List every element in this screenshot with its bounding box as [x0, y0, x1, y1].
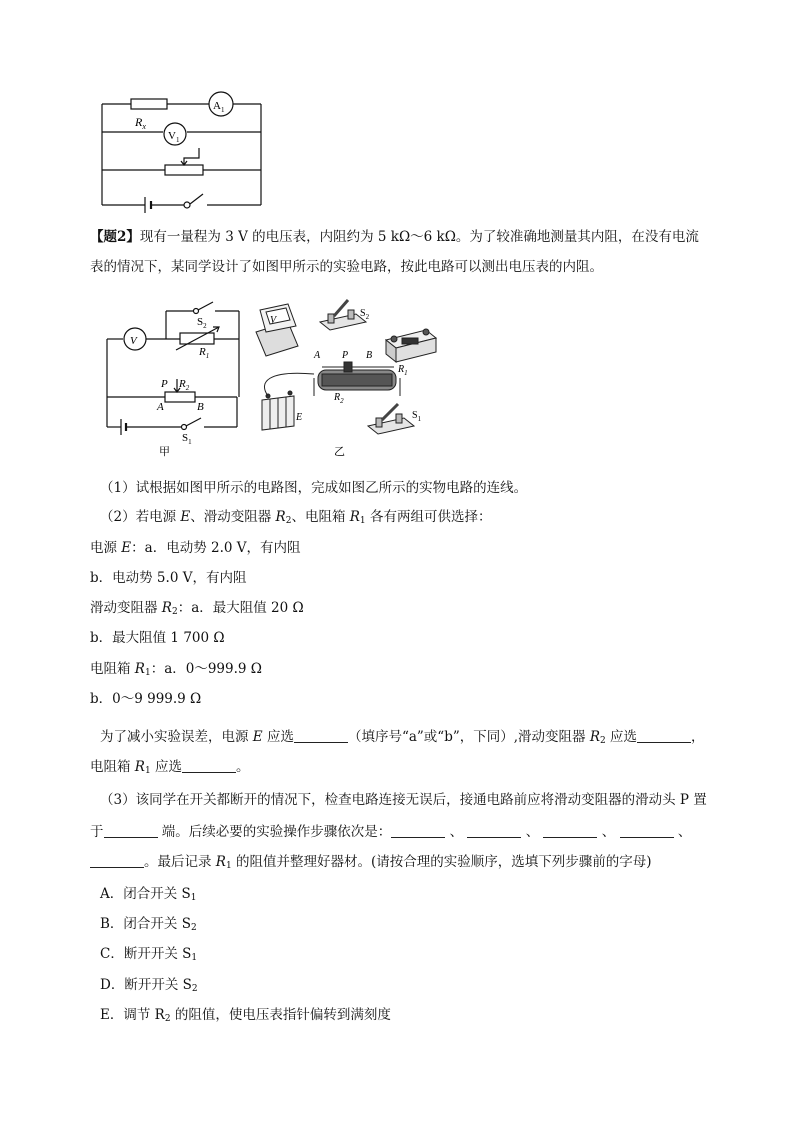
answer-blank-step-1[interactable]	[391, 823, 445, 838]
choose-line-2: 电阻箱 $R_1$ 应选 。	[90, 759, 250, 776]
svg-text:A: A	[314, 350, 321, 361]
question-2: （2）若电源 E、滑动变阻器 $R_2$、电阻箱 $R_1$ 各有两组可供选择：	[100, 509, 492, 526]
choose-line-1: 为了减小实验误差，电源 E 应选 （填序号“a”或“b”，下同）,滑动变阻器 $R_2$ 应选 ，	[100, 729, 705, 746]
answer-blank-step-2[interactable]	[467, 823, 521, 838]
svg-text:V1: $V_1$	[168, 130, 180, 144]
svg-text:B: B	[197, 401, 204, 413]
answer-blank-step-4[interactable]	[620, 823, 674, 838]
voltmeter-device	[256, 304, 298, 356]
apparatus-figure-yi	[248, 292, 448, 467]
svg-text:B: B	[366, 350, 373, 361]
step-b: B．闭合开关 $S_2$	[100, 916, 197, 933]
svg-text:P: P	[161, 378, 168, 390]
option-r1-b: b．0～9 999.9 Ω	[90, 691, 202, 707]
svg-text:V: V	[270, 315, 277, 326]
svg-text:S2: $S_2$	[360, 308, 370, 321]
svg-text:A1: $A_1$	[213, 100, 225, 114]
svg-text:P: P	[342, 350, 349, 361]
problem-tag: 【题2】	[90, 229, 140, 245]
svg-text:V: V	[130, 335, 137, 347]
svg-text:A: A	[157, 401, 164, 413]
svg-text:R2: $R_2$	[334, 392, 344, 405]
rheostat-r2	[165, 392, 195, 402]
svg-text:Rx: $R_x$	[135, 115, 146, 131]
resistance-box-device	[386, 329, 436, 362]
answer-blank-step-3[interactable]	[543, 823, 597, 838]
svg-text:E: E	[296, 412, 303, 423]
switch-s1-blade	[186, 418, 201, 426]
svg-text:R2: $R_2$	[179, 378, 190, 392]
option-r2-a: 滑动变阻器 $R_2$：a．最大阻值 20 Ω	[90, 600, 304, 617]
svg-text:S1: $S_1$	[182, 432, 192, 446]
switch-s2-blade	[198, 302, 213, 310]
step-c: C．断开开关 $S_1$	[100, 946, 198, 963]
rheostat	[165, 165, 203, 175]
answer-blank-step-5[interactable]	[90, 853, 144, 868]
svg-text:甲: 甲	[159, 446, 170, 458]
step-d: D．断开开关 $S_2$	[100, 977, 198, 994]
problem-stem-line1: 【题2】现有一量程为 3 V 的电压表，内阻约为 5 kΩ～6 kΩ。为了较准确地测量其内阻，在没有电流	[90, 229, 699, 245]
step-e: E．调节 $R_2$ 的阻值，使电压表指针偏转到满刻度	[100, 1007, 391, 1024]
step-a: A．闭合开关 $S_1$	[100, 886, 197, 903]
answer-blank-r2[interactable]	[637, 728, 691, 743]
switch-blade	[190, 194, 203, 204]
question-3-line1: （3）该同学在开关都断开的情况下，检查电路连接无误后，接通电路前应将滑动变阻器的滑动头 P 置	[100, 792, 707, 808]
rx-resistor	[131, 99, 167, 109]
top-circuit-figure	[95, 90, 270, 220]
question-1: （1）试根据如图甲所示的电路图，完成如图乙所示的实物电路的连线。	[100, 480, 528, 496]
answer-blank-e[interactable]	[294, 728, 348, 743]
answer-blank-r1[interactable]	[182, 758, 236, 773]
svg-text:S2: $S_2$	[197, 316, 207, 330]
svg-text:乙: 乙	[334, 446, 345, 458]
option-r1-a: 电阻箱 $R_1$：a．0～999.9 Ω	[90, 661, 262, 678]
svg-text:R1: $R_1$	[398, 364, 408, 377]
svg-text:R1: $R_1$	[199, 346, 210, 360]
battery-device	[262, 391, 294, 430]
option-r2-b: b．最大阻值 1 700 Ω	[90, 630, 225, 646]
question-3-line3: 。最后记录 $R_1$ 的阻值并整理好器材。(请按合理的实验顺序，选填下列步骤前的字母)	[90, 852, 652, 876]
answer-blank-p-end[interactable]	[104, 823, 158, 838]
switch-s1-device	[368, 404, 414, 434]
option-e-b: b．电动势 5.0 V，有内阻	[90, 570, 247, 586]
svg-text:S1: $S_1$	[412, 410, 422, 423]
problem-stem-line2: 表的情况下，某同学设计了如图甲所示的实验电路，按此电路可以测出电压表的内阻。	[90, 259, 603, 275]
option-e-a: 电源 E：a．电动势 2.0 V，有内阻	[90, 540, 301, 556]
circuit-diagram-jia	[95, 297, 255, 462]
rheostat-device	[314, 362, 400, 396]
question-3-line2: 于 端。后续必要的实验操作步骤依次是： 、 、 、 、	[90, 824, 692, 840]
